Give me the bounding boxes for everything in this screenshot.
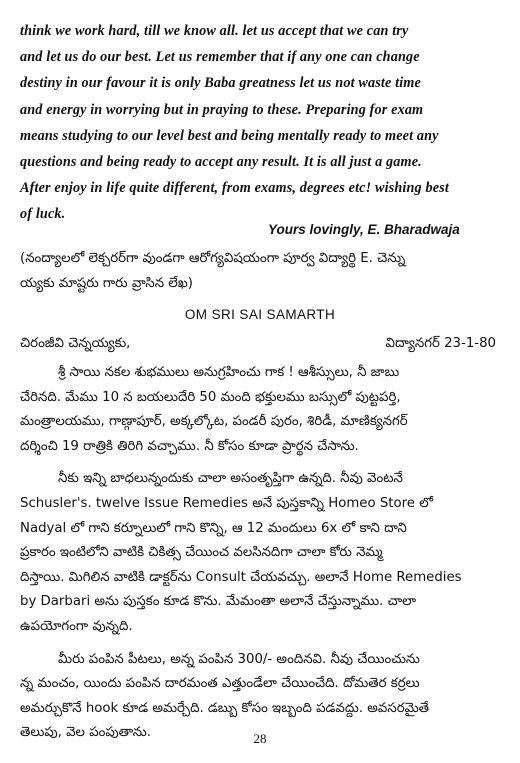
salutation: చిరంజీవి చెన్నయ్యకు, xyxy=(20,336,131,351)
paragraph-1-line: చేరినది. మేము 10 న బయలుదేరి 50 మంది భక్తులము బస్సులో పుట్టపర్తి, xyxy=(20,389,401,405)
italic-line: of luck. xyxy=(20,206,66,223)
context-note xyxy=(20,246,405,296)
signoff: Yours lovingly, E. Bharadwaja xyxy=(268,222,460,237)
note-line: (నంద్యాలలో లెక్చరర్‌గా వుండగా ఆరోగ్యవిషయంగా పూర్వ విద్యార్థి E. చెన్ను xyxy=(20,251,406,266)
letter-date: విద్యానగర్ 23-1-80 xyxy=(385,336,496,351)
paragraph-2-line: దిస్తాయి. మిగిలిన వాటికి డాక్టర్‌ను Consult చేయవచ్చు. అలానే Home Remedies xyxy=(20,569,462,585)
paragraph-2-line: Schusler's. twelve Issue Remedies అనే పుస్తకాన్ని Homeo Store లో xyxy=(20,495,433,511)
italic-line: and energy in worrying but in praying to these. Preparing for exam xyxy=(20,101,424,118)
letter-body xyxy=(20,361,504,746)
paragraph-2-line: ఉపయోగంగా వున్నది. xyxy=(20,618,133,634)
italic-line: and let us do our best. Let us remember that if any one can change xyxy=(20,49,420,66)
paragraph-2-line: నీకు ఇన్ని బాధలున్నందుకు చాలా అసంతృప్తిగా ఉన్నది. నీవు వెంటనే xyxy=(58,471,403,487)
italic-line: destiny in our favour it is only Baba greatness let us not waste time xyxy=(20,75,421,92)
paragraph-3-line: మీరు పంపిన పీటలు, అన్న పంపిన 300/- అందినవి. నీవు చేయించును xyxy=(58,651,420,667)
letter-heading: OM SRI SAI SAMARTH xyxy=(184,307,336,322)
paragraph-2-line: by Darbari అను పుస్తకం కూడ కొను. మేమంతా అలానే చేస్తున్నాము. చాలా xyxy=(20,594,417,610)
note-line: య్యకు మాష్టరు గారు వ్రాసిన లేఖ) xyxy=(20,276,193,291)
italic-line: After enjoy in life quite different, from exams, degrees etc! wishing best xyxy=(20,180,449,197)
paragraph-3-line: తెలుపు, వెల పంపుతాను. xyxy=(20,725,151,741)
paragraph-3-line: అమర్చుకొనే hook కూడ అమర్చేది. డబ్బు కోసం ఇబ్బంది పడవద్దు. అవసరమైతే xyxy=(20,700,430,716)
italic-line: means studying to our level best and being mentally ready to meet any xyxy=(20,127,439,144)
italic-paragraph xyxy=(20,18,500,228)
paragraph-3-line: న్న మంచం, యిందు పంపిన దారమంత ఎత్తుండేలా చేయించేది. దోమతెర కర్రలు xyxy=(20,676,420,692)
paragraph-2-line: ప్రకారం ఇంటిలోని వాటికి చికిత్స చేయించ వలసినదిగా చాలా కోరు నెమ్మ xyxy=(20,545,383,561)
paragraph-1-line: శ్రీ సాయి నకల శుభములు అనుగ్రహించు గాక ! ఆశీస్సులు, నీ జాబు xyxy=(58,365,400,380)
italic-line: questions and being ready to accept any result. It is all just a game. xyxy=(20,154,422,171)
page-number: 28 xyxy=(253,731,267,746)
italic-line: think we work hard, till we know all. let us accept that we can try xyxy=(20,23,409,39)
paragraph-1-line: దర్శించి 19 రాత్రికి తిరిగి వచ్చాము. నీ కోసం కూడా ప్రార్థన చేసాను. xyxy=(20,438,359,454)
paragraph-2-line: Nadyal లో గాని కర్నూలులో గాని కొన్ని, ఆ 12 మందులు 6x లో కాని దాని xyxy=(20,520,407,536)
paragraph-1-line: మంత్రాలయము, గాణ్గాపూర్, అక్కల్కోట, పండరీ పురం, శిరిడీ, మాణిక్యనగర్ xyxy=(20,414,408,430)
